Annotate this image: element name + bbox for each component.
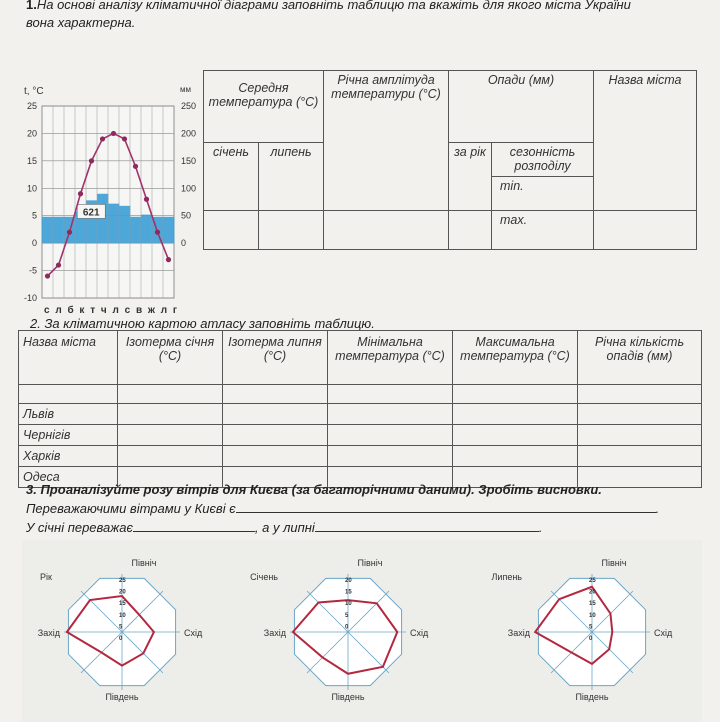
- atlas-table: [18, 330, 702, 488]
- rose-north-label: Північ: [357, 558, 383, 568]
- col-precip: Річна кількість опадів (мм): [578, 331, 702, 385]
- climate-table: [203, 70, 697, 250]
- col-city: Назва міста: [19, 331, 118, 385]
- precip-bar: [42, 217, 53, 243]
- answer-cell[interactable]: [223, 425, 328, 446]
- task3-line2-text: У січні переважає: [26, 520, 133, 535]
- rose-tick: 20: [589, 589, 596, 596]
- answer-cell[interactable]: [223, 404, 328, 425]
- table-spacer: [328, 385, 453, 404]
- answer-cell[interactable]: [223, 446, 328, 467]
- col-jan-isotherm: Ізотерма січня (°С): [118, 331, 223, 385]
- table-row: [19, 425, 702, 446]
- answer-cell[interactable]: [578, 404, 702, 425]
- rose-tick: 25: [119, 578, 126, 584]
- answer-city[interactable]: [594, 211, 697, 250]
- wind-rose: [38, 558, 203, 702]
- answer-cell[interactable]: [328, 425, 453, 446]
- answer-cell[interactable]: [328, 404, 453, 425]
- rose-tick: 0: [119, 636, 123, 642]
- temp-point: [133, 164, 138, 169]
- table-spacer: [453, 385, 578, 404]
- cell-seasonality: сезонність розподілу: [492, 143, 594, 177]
- temp-tick-label: 20: [26, 128, 37, 139]
- task3-line2b-text: , а у липні: [254, 520, 315, 535]
- rose-west-label: Захід: [263, 628, 286, 638]
- answer-cell[interactable]: [578, 446, 702, 467]
- answer-cell[interactable]: [578, 425, 702, 446]
- temp-point: [45, 273, 50, 278]
- rose-west-label: Захід: [37, 628, 60, 638]
- rose-tick: 5: [345, 612, 349, 619]
- task2-title: 2. За кліматичною картою атласу заповніть таблицю.: [30, 316, 375, 331]
- temp-tick-label: 0: [31, 238, 37, 249]
- answer-cell[interactable]: [453, 425, 578, 446]
- t-axis-label: t, °C: [24, 86, 44, 97]
- task3-line1: Переважаючими вітрами у Києві є .: [26, 501, 660, 516]
- precip-tick-label: 0: [181, 238, 187, 249]
- answer-cell[interactable]: [328, 446, 453, 467]
- table-row: [19, 446, 702, 467]
- precip-bar: [108, 204, 119, 243]
- temp-point: [100, 136, 105, 141]
- table-spacer: [223, 385, 328, 404]
- answer-cell[interactable]: [118, 404, 223, 425]
- rose-tick: 10: [119, 612, 126, 619]
- temp-point: [56, 262, 61, 267]
- temp-point: [155, 230, 160, 235]
- header-amplitude: Річна амплітуда температури (°С): [324, 71, 449, 211]
- precip-tick-label: 250: [181, 101, 197, 111]
- rose-tick: 0: [345, 624, 349, 631]
- precip-tick-label: 150: [181, 155, 197, 166]
- task3-title: 3. Проаналізуйте розу вітрів для Києва (за багаторічними даними). Зробіть висновки.: [26, 482, 602, 497]
- rose-tick: 20: [119, 589, 126, 596]
- rose-south-label: Південь: [331, 692, 365, 702]
- rose-east-label: Схід: [654, 628, 673, 638]
- temp-tick-label: 10: [26, 183, 37, 194]
- rose-tick: 10: [345, 601, 352, 608]
- temp-point: [67, 230, 72, 235]
- answer-year[interactable]: [449, 211, 492, 250]
- answer-cell[interactable]: [453, 404, 578, 425]
- cell-january: січень: [204, 143, 259, 211]
- rose-north-label: Північ: [601, 558, 627, 568]
- precip-tick-label: 200: [181, 128, 197, 139]
- task1-title-text: На основі аналізу кліматичної діаграми заповніть таблицю та вкажіть для якого міста України: [36, 0, 631, 12]
- temp-tick-label: -5: [28, 265, 37, 276]
- temp-tick-label: -10: [23, 293, 37, 303]
- rose-tick: 20: [345, 578, 352, 584]
- precip-tick-label: 50: [181, 210, 192, 221]
- city-odesa: Одеса: [19, 467, 118, 488]
- answer-cell[interactable]: [453, 446, 578, 467]
- temp-tick-label: 15: [26, 155, 37, 166]
- wind-roses: [22, 540, 702, 722]
- answer-jul[interactable]: [259, 211, 324, 250]
- rose-west-label: Захід: [507, 628, 530, 638]
- answer-prevailing-winds[interactable]: [236, 500, 656, 513]
- precip-bar: [163, 217, 174, 243]
- answer-cell[interactable]: [118, 446, 223, 467]
- task1-number: 1.: [26, 0, 37, 12]
- rose-east-label: Схід: [410, 628, 429, 638]
- city-kharkiv: Харків: [19, 446, 118, 467]
- header-city: Назва міста: [594, 71, 697, 211]
- col-jul-isotherm: Ізотерма липня (°С): [223, 331, 328, 385]
- rose-east-label: Схід: [184, 628, 203, 638]
- temp-tick-label: 25: [26, 101, 37, 111]
- table-spacer: [578, 385, 702, 404]
- precip-bar: [130, 217, 141, 243]
- mm-axis-label: мм: [180, 85, 191, 94]
- cell-year: за рік: [449, 143, 492, 211]
- months-labels: с л б к т ч л с в ж л г: [44, 305, 179, 316]
- temp-point: [122, 136, 127, 141]
- total-precip-label: 621: [82, 207, 100, 219]
- rose-south-label: Південь: [575, 692, 609, 702]
- rose-north-label: Північ: [131, 558, 157, 568]
- precip-bar: [141, 215, 152, 244]
- cell-max: max.: [492, 211, 594, 250]
- rose-tick: 5: [119, 624, 123, 631]
- answer-january[interactable]: [133, 519, 255, 532]
- rose-name-label: Рік: [40, 572, 52, 582]
- task1-title: [26, 0, 720, 32]
- table-spacer: [19, 385, 118, 404]
- temp-point: [78, 191, 83, 196]
- rose-tick: 15: [345, 589, 352, 596]
- wind-rose: [250, 558, 429, 702]
- task3-line1-text: Переважаючими вітрами у Києві є: [26, 501, 236, 516]
- temp-point: [89, 158, 94, 163]
- header-avg-temp: Середня температура (°С): [204, 71, 324, 143]
- answer-amplitude[interactable]: [324, 211, 449, 250]
- rose-south-label: Південь: [105, 692, 139, 702]
- col-max-temp: Максимальна температура (°С): [453, 331, 578, 385]
- rose-name-label: Січень: [250, 572, 278, 582]
- city-chernihiv: Чернігів: [19, 425, 118, 446]
- task3-line2: У січні переважає , а у липні .: [26, 520, 543, 535]
- wind-rose: [492, 558, 673, 702]
- table-row: [19, 404, 702, 425]
- cell-july: липень: [259, 143, 324, 211]
- chart-plot: [24, 101, 196, 303]
- climate-diagram: [14, 82, 204, 317]
- rose-name-label: Липень: [491, 572, 522, 582]
- col-min-temp: Мінімальна температура (°С): [328, 331, 453, 385]
- rose-tick: 5: [589, 624, 593, 631]
- rose-tick: 15: [589, 601, 596, 608]
- cell-min: min.: [492, 177, 594, 211]
- rose-tick: 0: [589, 636, 593, 642]
- rose-tick: 25: [589, 578, 596, 584]
- temp-tick-label: 5: [31, 210, 37, 221]
- rose-tick: 15: [119, 601, 126, 608]
- answer-july[interactable]: [315, 519, 539, 532]
- answer-jan[interactable]: [204, 211, 259, 250]
- temp-point: [144, 197, 149, 202]
- header-precip: Опади (мм): [449, 71, 594, 143]
- task1-title-text2: вона характерна.: [26, 15, 136, 30]
- task3-block: [26, 480, 659, 537]
- answer-cell[interactable]: [118, 425, 223, 446]
- city-lviv: Львів: [19, 404, 118, 425]
- temp-point: [166, 257, 171, 262]
- precip-bar: [53, 217, 64, 243]
- temp-point: [111, 131, 116, 136]
- precip-tick-label: 100: [181, 183, 197, 194]
- rose-tick: 10: [589, 612, 596, 619]
- precip-bar: [119, 206, 130, 243]
- table-spacer: [118, 385, 223, 404]
